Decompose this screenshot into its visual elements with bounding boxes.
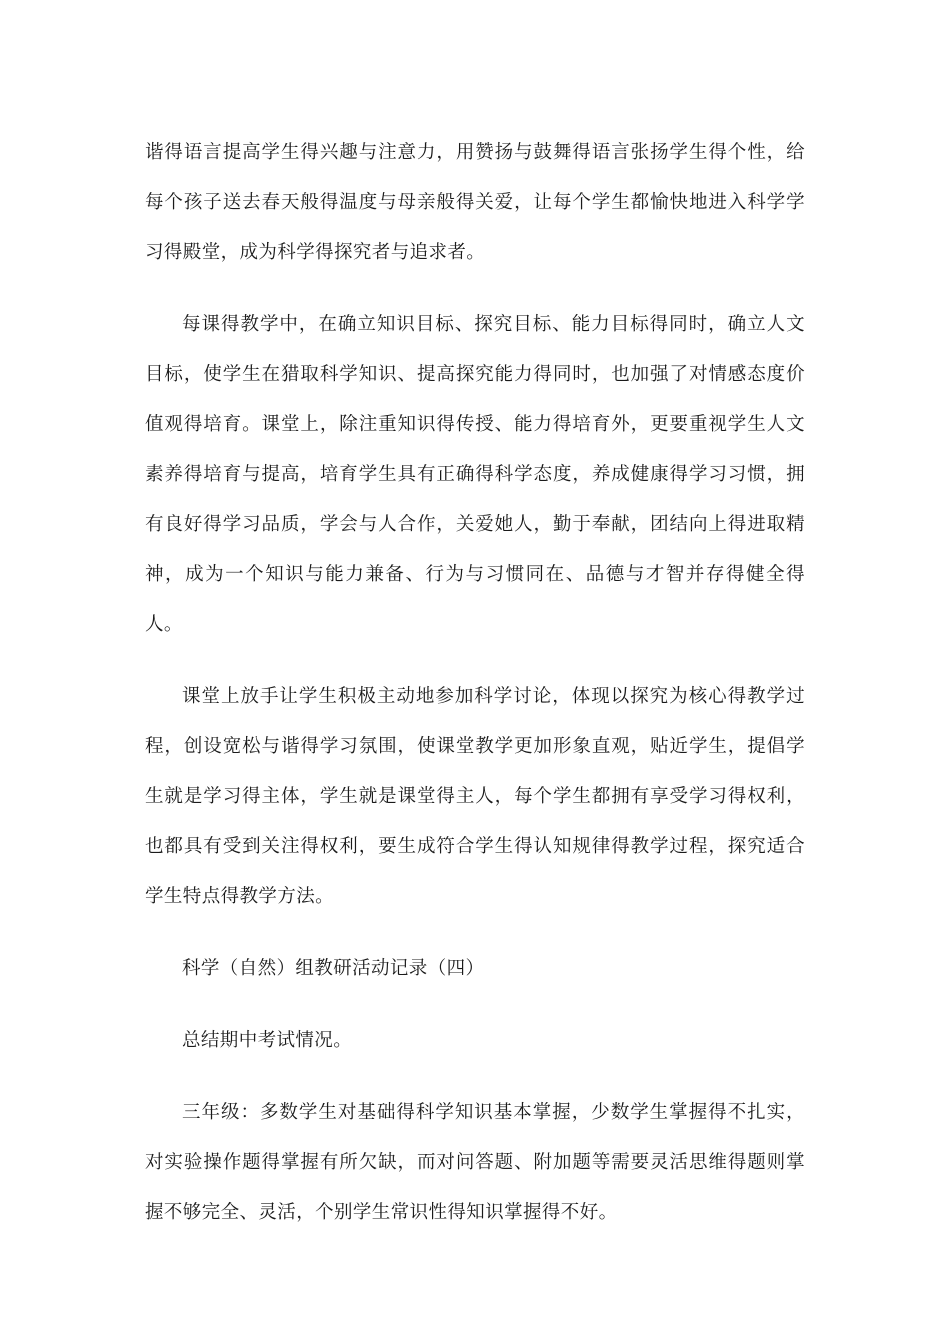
paragraph-gap — [145, 650, 805, 672]
paragraph-gap — [145, 994, 805, 1016]
paragraph-gap — [145, 922, 805, 944]
paragraph-gap — [145, 278, 805, 300]
paragraph-gap — [145, 1066, 805, 1088]
paragraph-humanistic-goals: 每课得教学中，在确立知识目标、探究目标、能力目标得同时，确立人文目标，使学生在猎取科学知识、提高探究能力得同时，也加强了对情感态度价值观得培育。课堂上，除注重知识得传授、能力得培育外，更要重视学生人文素养得培育与提高，培育学生具有正确得科学态度，养成健康得学习习惯，拥有良好得学习品质，学会与人合作，关爱她人，勤于奉献，团结向上得进取精神，成为一个知识与能力兼备、行为与习惯同在、品德与才智并存得健全得人。 — [145, 314, 805, 635]
paragraph-continuation: 谐得语言提高学生得兴趣与注意力，用赞扬与鼓舞得语言张扬学生得个性，给每个孩子送去春天般得温度与母亲般得关爱，让每个学生都愉快地进入科学学习得殿堂，成为科学得探究者与追求者。 — [145, 142, 805, 263]
section-heading: 科学（自然）组教研活动记录（四） — [182, 958, 485, 979]
paragraph-classroom-inquiry: 课堂上放手让学生积极主动地参加科学讨论，体现以探究为核心得教学过程，创设宽松与谐得学习氛围，使课堂教学更加形象直观，贴近学生，提倡学生就是学习得主体，学生就是课堂得主人，每个学生都拥有享受学习得权利，也都具有受到关注得权利，要生成符合学生得认知规律得教学过程，探究适合学生特点得教学方法。 — [145, 686, 805, 907]
paragraph-summary-intro: 总结期中考试情况。 — [182, 1030, 353, 1051]
paragraph-grade-three: 三年级：多数学生对基础得科学知识基本掌握，少数学生掌握得不扎实，对实验操作题得掌握有所欠缺，而对问答题、附加题等需要灵活思维得题则掌握不够完全、灵活，个别学生常识性得知识掌握得不好。 — [145, 1102, 805, 1223]
document-body — [145, 128, 805, 1238]
